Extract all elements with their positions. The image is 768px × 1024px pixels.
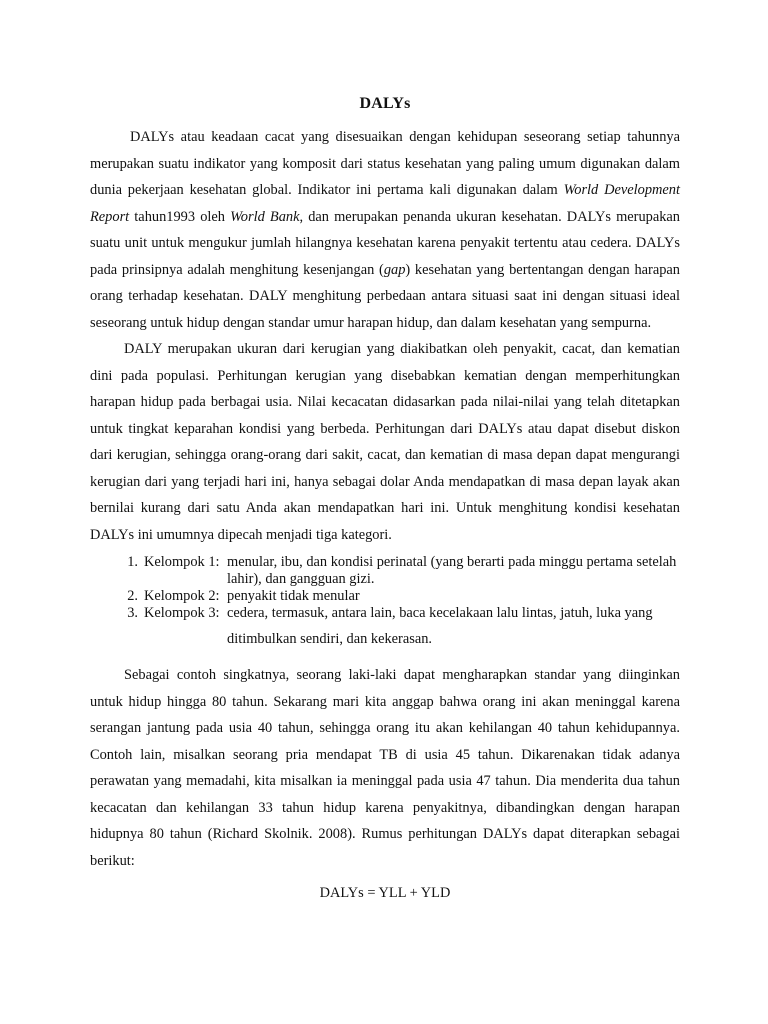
paragraph-definition: DALY merupakan ukuran dari kerugian yang diakibatkan oleh penyakit, cacat, dan kematian dini pada populasi. Perhitungan kerugian yang disebabkan kematian dengan memperhitungkan harapan hidup pada berbagai usia. Nilai kecacatan didasarkan pada nilai-nilai yang telah ditetapkan untuk tingkat keparahan kondisi yang berbeda. Perhitungan dari DALYs atau dapat disebut diskon dari kerugian, sehingga orang-orang dari sakit, cacat, dan kematian di masa depan dapat mengurangi kerugian dari yang terjadi hari ini, hanya sebagai dolar Anda mendapatkan di masa depan layak akan bernilai kurang dari satu Anda akan mendapatkan hari ini. Untuk menghitung kondisi kesehatan DALYs ini umumnya dipecah menjadi tiga kategori. — [90, 341, 680, 543]
formula: DALYs = YLL + YLD — [319, 885, 451, 901]
list-item-text-wrapper — [227, 605, 680, 652]
paragraph-intro-text-4: ) kesehatan yang bertentangan dengan harapan orang terhadap kesehatan. DALY menghitung perbedaan antara situasi saat ini dengan situasi ideal seseorang untuk hidup dengan standar umur harapan hidup, dan dalam kesehatan yang sempurna. — [90, 261, 680, 331]
paragraph-intro-italic-1: World Development Report — [90, 182, 680, 225]
list-item — [90, 554, 680, 588]
paragraph-intro-text-3: , dan merupakan penanda ukuran kesehatan. DALYs merupakan suatu unit untuk mengukur jumlah hilangnya kesehatan karena penyakit tertentu atau cedera. DALYs pada prinsipnya adalah menghitung kesenjangan ( — [90, 208, 680, 278]
list-item-text: penyakit tidak menular — [227, 588, 360, 604]
list-item-label: Kelompok 2: — [144, 588, 220, 604]
paragraph-example: Sebagai contoh singkatnya, seorang laki-laki dapat mengharapkan standar yang diinginkan untuk hidup hingga 80 tahun. Sekarang mari kita anggap bahwa orang ini akan meninggal karena serangan jantung pada usia 40 tahun, sehingga orang itu akan kehilangan 40 tahun kehidupannya. Contoh lain, misalkan seorang pria mendapat TB di usia 45 tahun. Dikarenakan tidak adanya perawatan yang memadahi, kita misalkan ia meninggal pada usia 47 tahun. Dia menderita dua tahun kecacatan dan kehilangan 33 tahun hidup karena penyakitnya, dibandingkan dengan harapan hidupnya 80 tahun (Richard Skolnik. 2008). Rumus perhitungan DALYs dapat diterapkan sebagai berikut: — [90, 667, 680, 869]
list-item-text: cedera, termasuk, antara lain, baca kecelakaan lalu lintas, jatuh, luka yang — [227, 605, 653, 621]
document-title: DALYs — [359, 95, 411, 112]
paragraph-intro-text-2: tahun1993 oleh — [129, 208, 231, 225]
list-item-number: 3. — [127, 605, 138, 621]
list-item-label: Kelompok 1: — [144, 554, 220, 570]
list-item-label: Kelompok 3: — [144, 605, 220, 621]
paragraph-intro — [90, 124, 680, 336]
paragraph-intro-italic-2: World Bank — [230, 208, 300, 225]
paragraph-intro-italic-3: gap — [383, 261, 406, 278]
list-item-text: menular, ibu, dan kondisi perinatal (yang berarti pada minggu pertama setelah lahir), dan gangguan gizi. — [227, 554, 677, 587]
list-item-number: 2. — [127, 588, 138, 604]
category-list — [90, 554, 680, 652]
list-item — [90, 588, 680, 605]
list-item-number: 1. — [127, 554, 138, 570]
list-item — [90, 605, 680, 652]
list-item-text-continued: ditimbulkan sendiri, dan kekerasan. — [227, 631, 433, 647]
paragraph-intro-text-1: DALYs atau keadaan cacat yang disesuaikan dengan kehidupan seseorang setiap tahunnya merupakan suatu indikator yang komposit dari status kesehatan yang paling umum digunakan dalam dunia pekerjaan kesehatan global. Indikator ini pertama kali digunakan dalam — [90, 129, 680, 198]
